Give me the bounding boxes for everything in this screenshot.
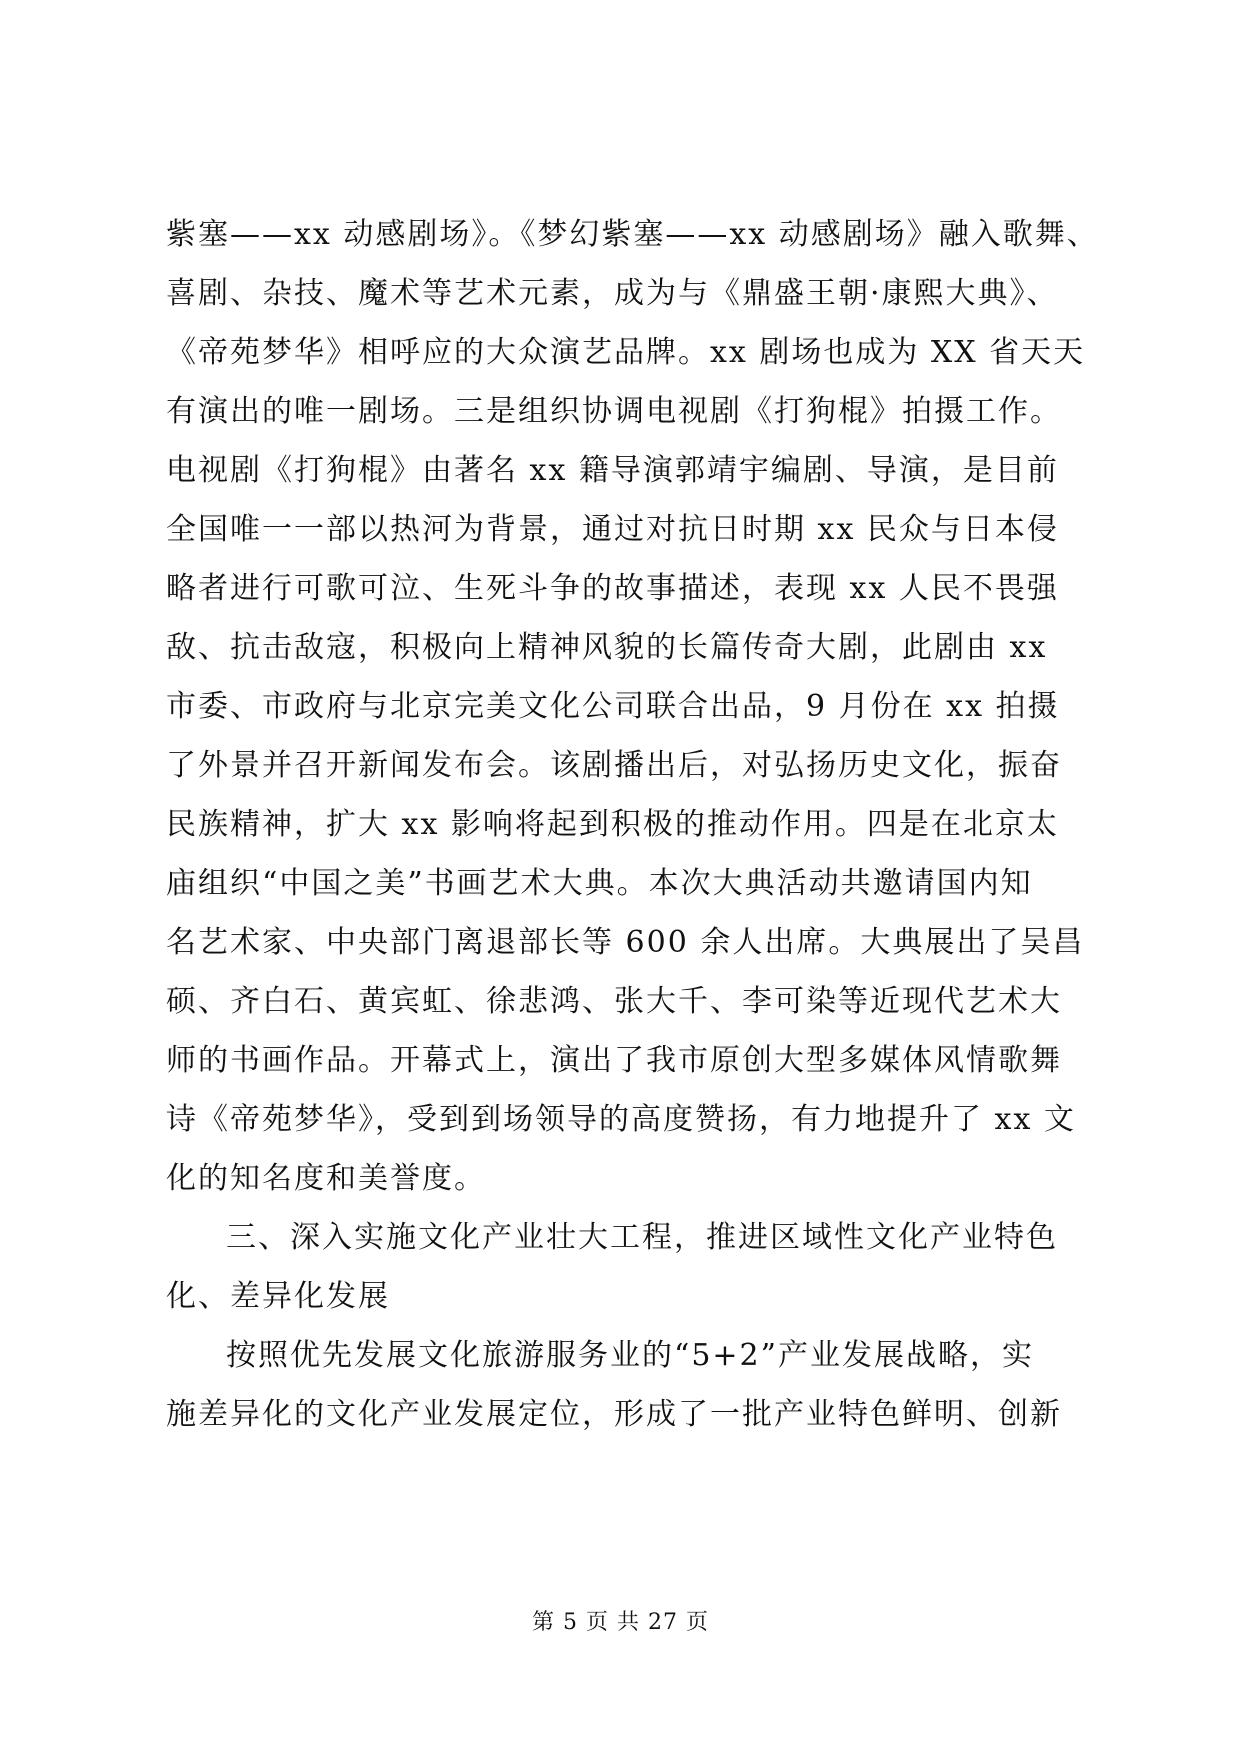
text-line: 市委、市政府与北京完美文化公司联合出品，9 月份在 xx 拍摄 — [166, 689, 1060, 724]
text-line: 诗《帝苑梦华》，受到到场领导的高度赞扬，有力地提升了 xx 文 — [166, 1102, 1076, 1137]
text-line: 敌、抗击敌寇，积极向上精神风貌的长篇传奇大剧，此剧由 xx — [166, 630, 1048, 665]
text-line: 喜剧、杂技、魔术等艺术元素，成为与《鼎盛王朝·康熙大典》、 — [166, 276, 1059, 311]
text-line: 了外景并召开新闻发布会。该剧播出后，对弘扬历史文化，振奋 — [166, 748, 1062, 783]
section-heading-line: 化、差异化发展 — [166, 1279, 390, 1314]
text-line: 庙组织“中国之美”书画艺术大典。本次大典活动共邀请国内知 — [166, 866, 1033, 901]
page-number-footer: 第 5 页 共 27 页 — [532, 1610, 709, 1635]
text-line: 师的书画作品。开幕式上，演出了我市原创大型多媒体风情歌舞 — [166, 1043, 1062, 1078]
text-line: 化的知名度和美誉度。 — [166, 1161, 486, 1196]
text-line: 按照优先发展文化旅游服务业的“5+2”产业发展战略，实 — [226, 1338, 1034, 1373]
text-line: 名艺术家、中央部门离退部长等 600 余人出席。大典展出了吴昌 — [166, 925, 1085, 960]
text-line: 硕、齐白石、黄宾虹、徐悲鸿、张大千、李可染等近现代艺术大 — [166, 984, 1062, 1019]
text-line: 民族精神，扩大 xx 影响将起到积极的推动作用。四是在北京太 — [166, 807, 1059, 842]
text-line: 略者进行可歌可泣、生死斗争的故事描述，表现 xx 人民不畏强 — [166, 571, 1059, 606]
text-line: 《帝苑梦华》相呼应的大众演艺品牌。xx 剧场也成为 XX 省天天 — [166, 335, 1086, 370]
text-line: 电视剧《打狗棍》由著名 xx 籍导演郭靖宇编剧、导演，是目前 — [166, 453, 1059, 488]
text-line: 施差异化的文化产业发展定位，形成了一批产业特色鲜明、创新 — [166, 1397, 1062, 1432]
text-line: 有演出的唯一剧场。三是组织协调电视剧《打狗棍》拍摄工作。 — [166, 394, 1062, 429]
body-text — [166, 205, 1099, 1444]
text-line: 全国唯一一部以热河为背景，通过对抗日时期 xx 民众与日本侵 — [166, 512, 1059, 547]
section-heading-line: 三、深入实施文化产业壮大工程，推进区域性文化产业特色 — [226, 1220, 1058, 1255]
text-line: 紫塞——xx 动感剧场》。《梦幻紫塞——xx 动感剧场》融入歌舞、 — [166, 217, 1099, 252]
